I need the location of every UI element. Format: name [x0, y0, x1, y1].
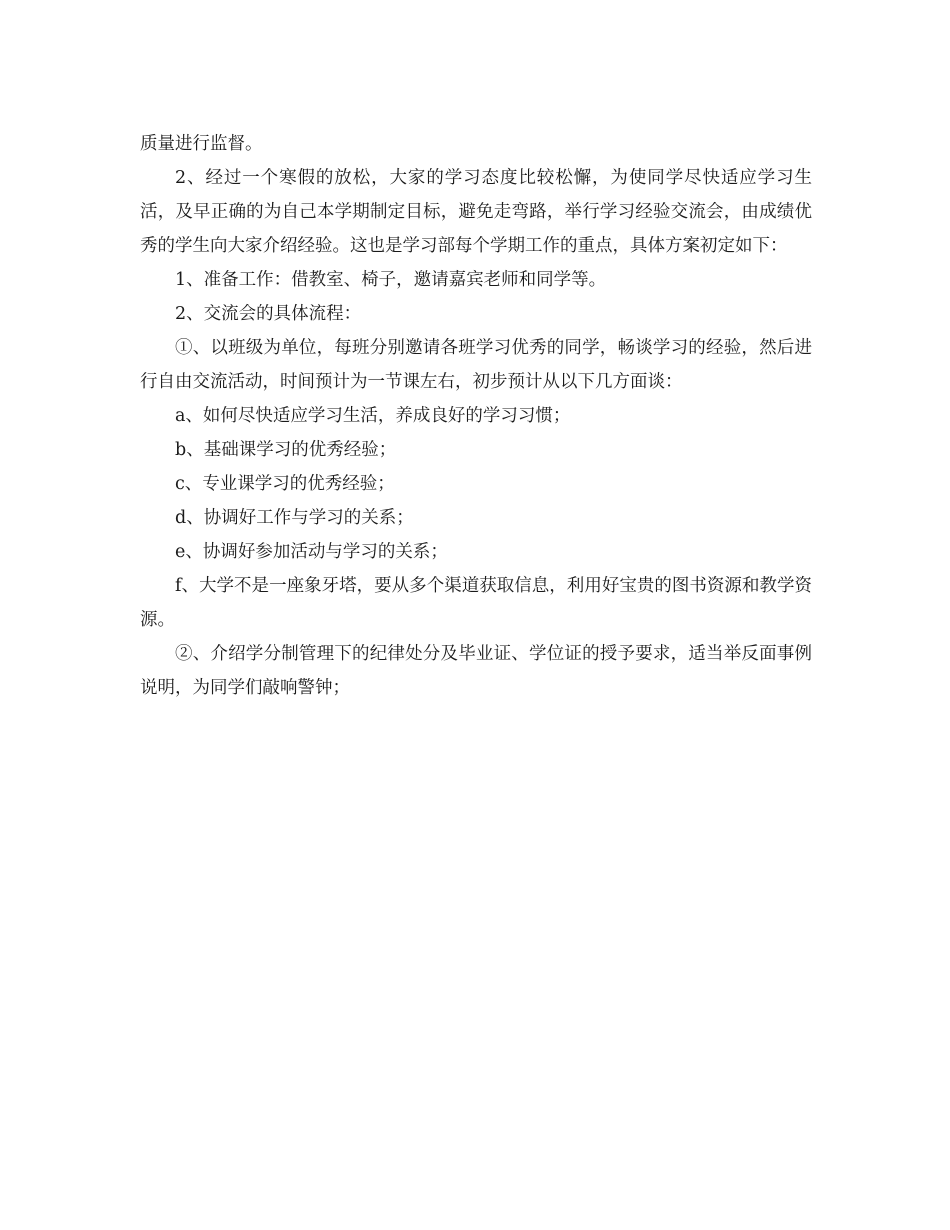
paragraph-item-2-intro: 2、经过一个寒假的放松，大家的学习态度比较松懈，为使同学尽快适应学习生活，及早正确的为自己本学期制定目标，避免走弯路，举行学习经验交流会，由成绩优秀的学生向大家介绍经验。这也是学习部每个学期工作的重点，具体方案初定如下：: [140, 168, 812, 256]
document-body: [140, 127, 812, 705]
list-item-b: b、基础课学习的优秀经验；: [175, 440, 397, 460]
paragraph-step-2: ②、介绍学分制管理下的纪律处分及毕业证、学位证的授予要求，适当举反面事例说明，为同学们敲响警钟；: [140, 644, 812, 698]
list-item-d: d、协调好工作与学习的关系；: [175, 508, 414, 528]
paragraph-process-heading: 2、交流会的具体流程：: [175, 304, 362, 324]
list-item-e: e、协调好参加活动与学习的关系；: [175, 542, 448, 562]
paragraph-step-1: ①、以班级为单位，每班分别邀请各班学习优秀的同学，畅谈学习的经验，然后进行自由交流活动，时间预计为一节课左右，初步预计从以下几方面谈：: [140, 338, 812, 392]
paragraph-preparation: 1、准备工作：借教室、椅子，邀请嘉宾老师和同学等。: [175, 270, 607, 290]
paragraph-continuation: 质量进行监督。: [140, 134, 263, 154]
list-item-c: c、专业课学习的优秀经验；: [175, 474, 395, 494]
list-item-f: f、大学不是一座象牙塔，要从多个渠道获取信息，利用好宝贵的图书资源和教学资源。: [140, 576, 812, 630]
list-item-a: a、如何尽快适应学习生活，养成良好的学习习惯；: [175, 406, 571, 426]
